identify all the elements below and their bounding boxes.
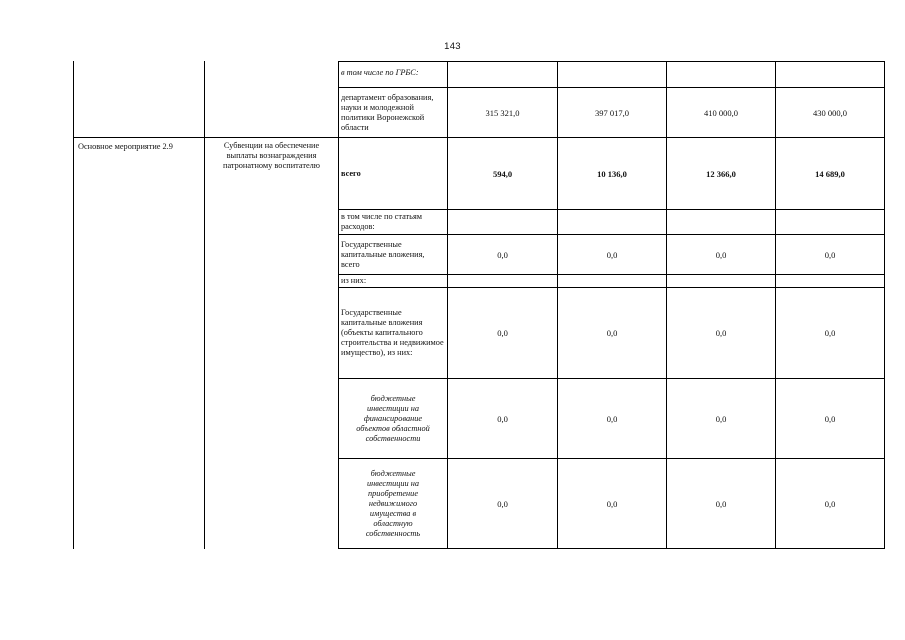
value-cell: 0,0 (448, 288, 558, 379)
value-cell: 10 136,0 (558, 138, 667, 210)
activity-description: Субвенции на обеспечение выплаты вознаграждения патронатному воспитателю (223, 141, 320, 170)
row-label: всего (339, 138, 448, 210)
value-cell: 0,0 (776, 235, 885, 275)
value-cell (558, 210, 667, 235)
value-cell: 0,0 (776, 379, 885, 459)
value-cell: 0,0 (558, 459, 667, 549)
value-cell (448, 62, 558, 88)
table-row (339, 62, 885, 88)
value-cell: 0,0 (558, 379, 667, 459)
budget-table (338, 61, 885, 549)
value-cell: 0,0 (667, 288, 776, 379)
activity-top-line (73, 137, 339, 138)
value-cell: 0,0 (558, 288, 667, 379)
value-cell: 0,0 (558, 235, 667, 275)
table-row (339, 459, 885, 549)
row-label: Государственные капитальные вложения, всего (339, 235, 448, 275)
value-cell: 14 689,0 (776, 138, 885, 210)
value-cell: 594,0 (448, 138, 558, 210)
value-cell (776, 62, 885, 88)
value-cell (776, 275, 885, 288)
value-cell: 315 321,0 (448, 88, 558, 138)
value-cell: 0,0 (776, 288, 885, 379)
value-cell: 410 000,0 (667, 88, 776, 138)
table-row (339, 379, 885, 459)
value-cell (558, 275, 667, 288)
column-divider-line-1 (204, 61, 205, 549)
value-cell (776, 210, 885, 235)
row-label: в том числе по ГРБС: (339, 62, 448, 88)
row-label: бюджетные инвестиции на приобретение недвижимого имущества в областную собственность (339, 459, 448, 549)
table-row (339, 288, 885, 379)
value-cell: 0,0 (448, 459, 558, 549)
row-label: в том числе по статьям расходов: (339, 210, 448, 235)
value-cell: 0,0 (667, 459, 776, 549)
value-cell (558, 62, 667, 88)
value-cell: 0,0 (448, 379, 558, 459)
value-cell: 12 366,0 (667, 138, 776, 210)
value-cell: 0,0 (667, 379, 776, 459)
value-cell (667, 62, 776, 88)
value-cell: 430 000,0 (776, 88, 885, 138)
activity-name: Основное мероприятие 2.9 (78, 142, 173, 151)
table-row (339, 138, 885, 210)
row-label: из них: (339, 275, 448, 288)
value-cell (667, 275, 776, 288)
row-label: департамент образования, науки и молодежной политики Воронежской области (339, 88, 448, 138)
value-cell: 397 017,0 (558, 88, 667, 138)
table-row (339, 235, 885, 275)
value-cell (448, 275, 558, 288)
value-cell (448, 210, 558, 235)
table-row (339, 88, 885, 138)
table-row (339, 275, 885, 288)
value-cell: 0,0 (667, 235, 776, 275)
value-cell: 0,0 (448, 235, 558, 275)
left-border-line (73, 61, 74, 549)
value-cell (667, 210, 776, 235)
table-row (339, 210, 885, 235)
row-label: бюджетные инвестиции на финансирование объектов областной собственности (339, 379, 448, 459)
row-label: Государственные капитальные вложения (объекты капитального строительства и недвижимое имущество), из них: (339, 288, 448, 379)
value-cell: 0,0 (776, 459, 885, 549)
page-number: 143 (444, 41, 461, 52)
